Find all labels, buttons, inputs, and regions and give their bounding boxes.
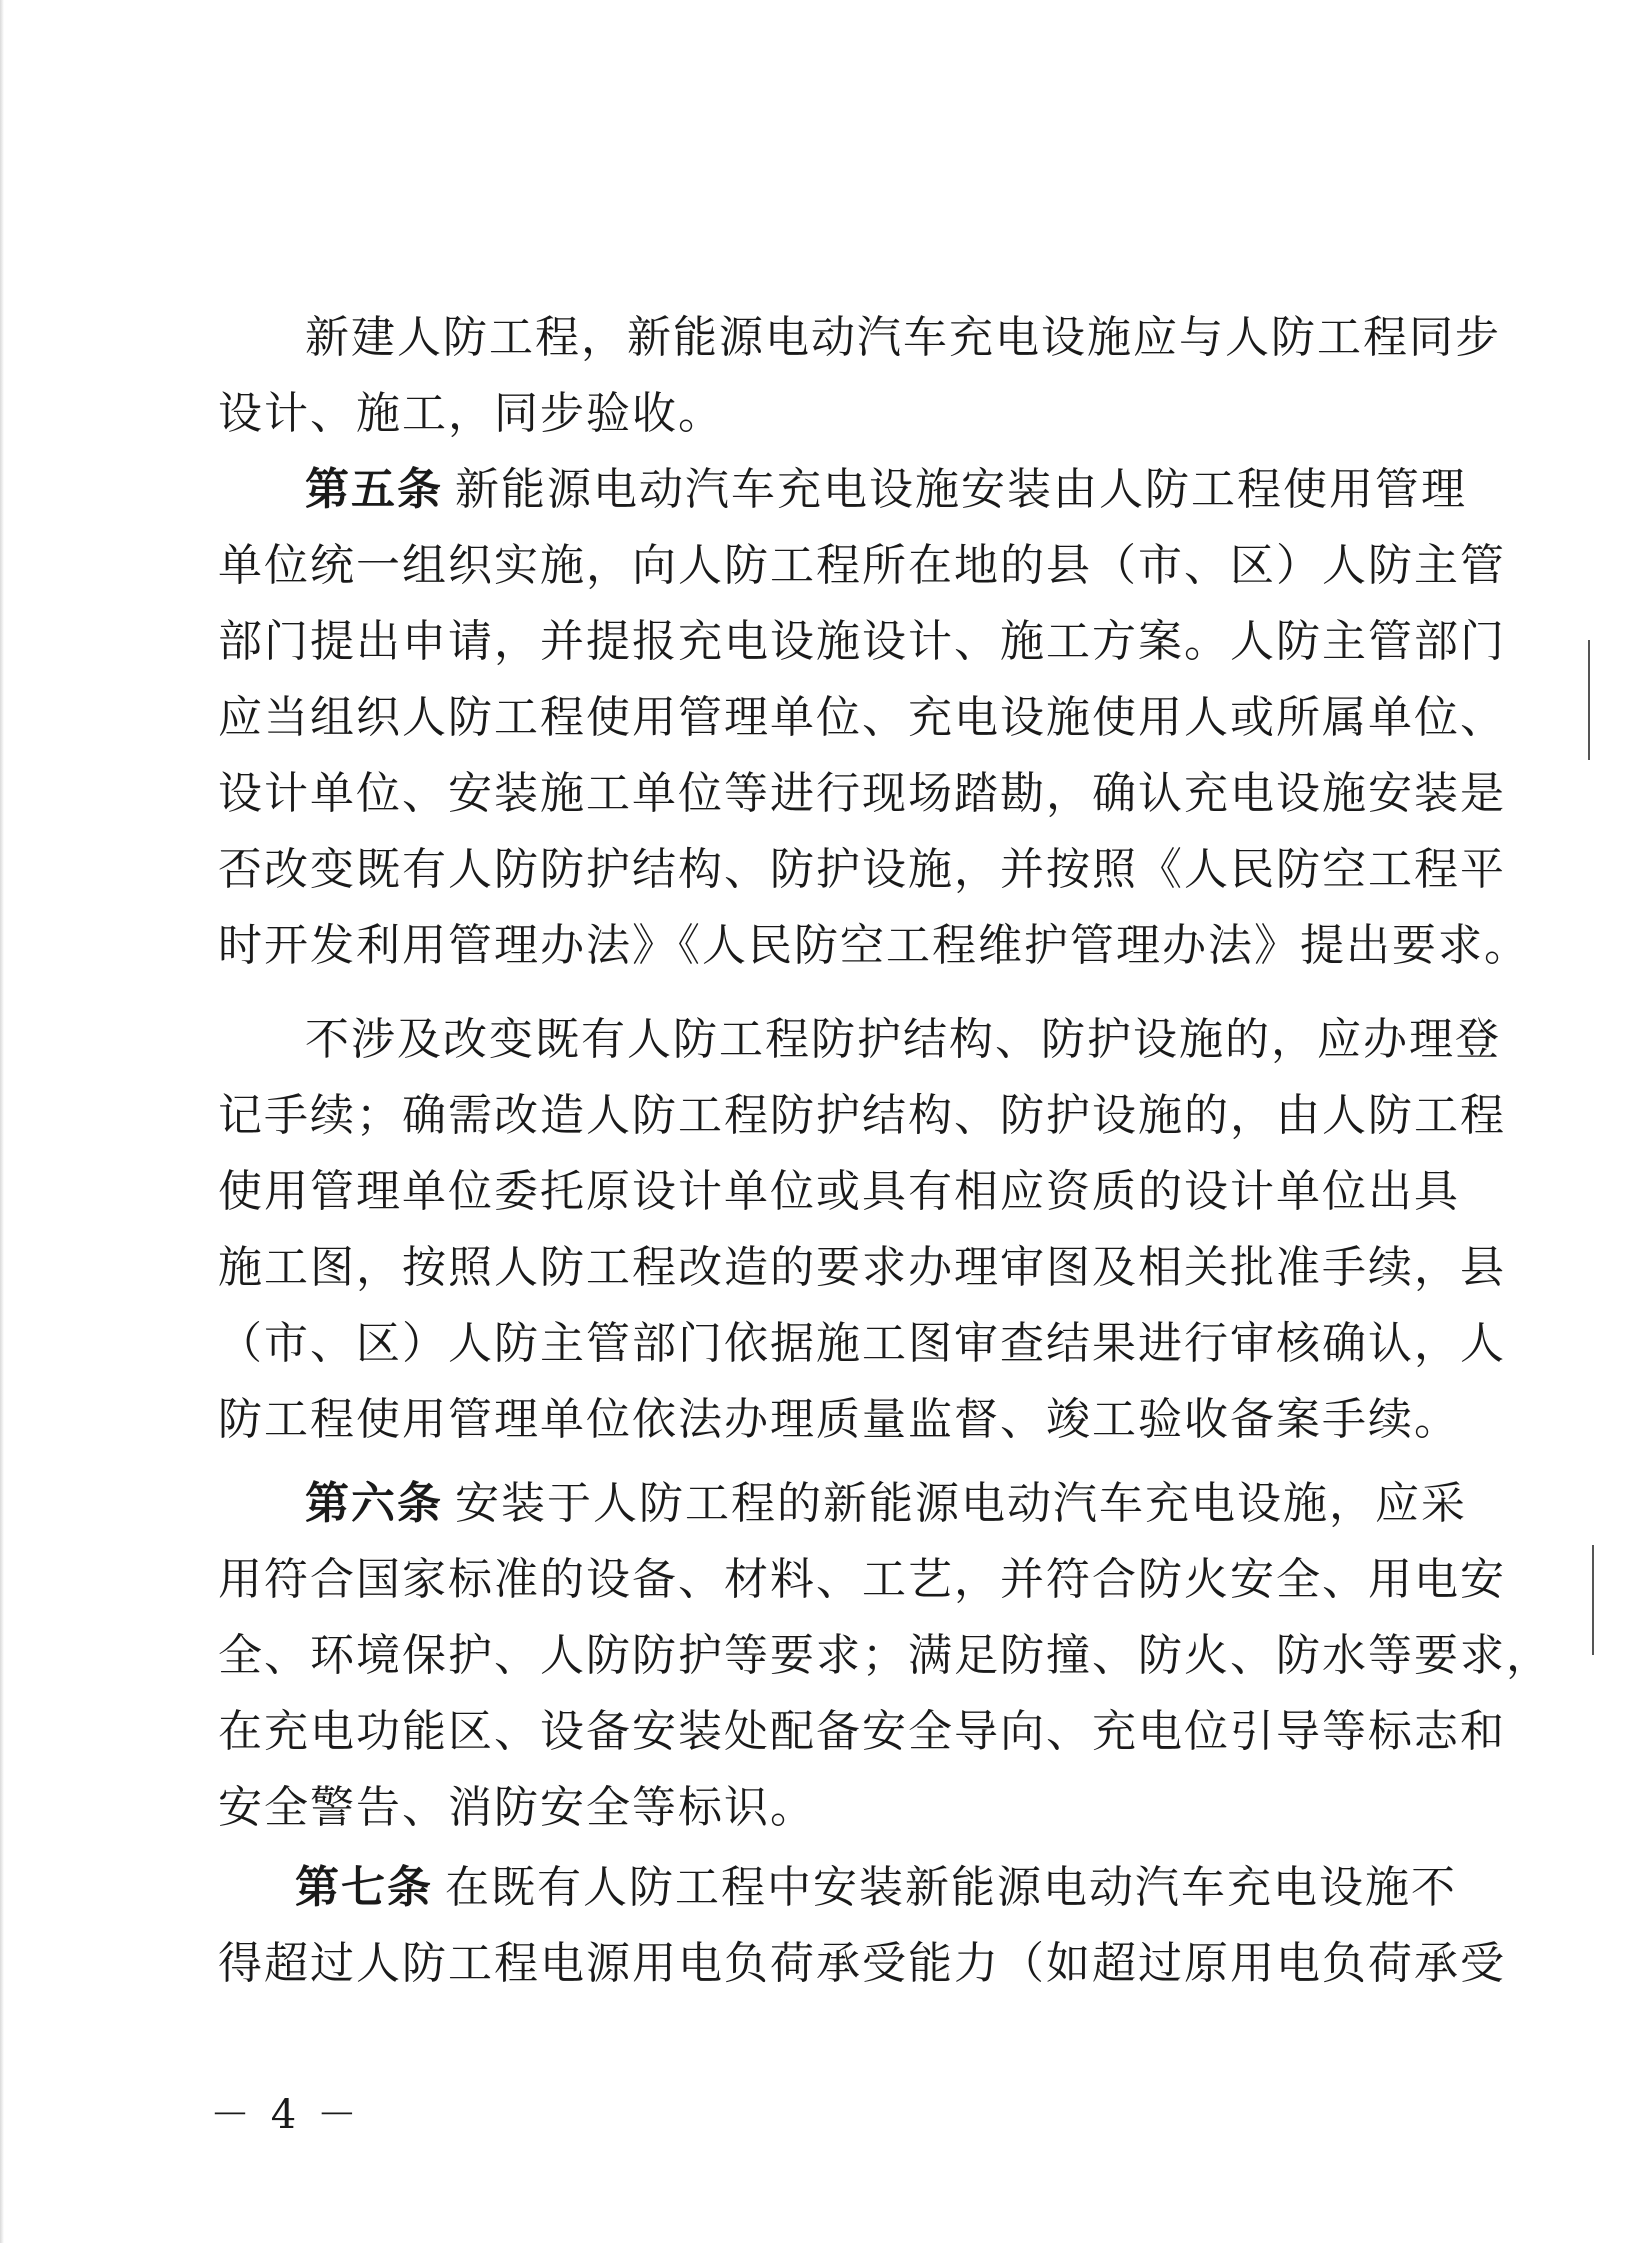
text-line: 在充电功能区、设备安装处配备安全导向、充电位引导等标志和 [218,1706,1506,1757]
text-line: 新能源电动汽车充电设施安装由人防工程使用管理 [455,464,1467,515]
text-line: 应当组织人防工程使用管理单位、充电设施使用人或所属单位、 [218,692,1506,743]
scan-mark [1592,1545,1594,1655]
text-line: 施工图，按照人防工程改造的要求办理审图及相关批准手续，县 [218,1242,1506,1293]
article-heading: 第六条 [305,1478,443,1529]
text-line: 安全警告、消防安全等标识。 [218,1782,816,1833]
scan-edge [0,0,4,2243]
article-heading: 第七条 [295,1862,433,1913]
text-line: 新建人防工程，新能源电动汽车充电设施应与人防工程同步 [305,312,1501,363]
text-line: （市、区）人防主管部门依据施工图审查结果进行审核确认，人 [218,1318,1506,1369]
page-number: － 4 － [210,2092,361,2138]
text-line: 得超过人防工程电源用电负荷承受能力（如超过原用电负荷承受 [218,1938,1506,1989]
text-line: 记手续；确需改造人防工程防护结构、防护设施的，由人防工程 [218,1090,1506,1141]
scan-mark [1588,640,1590,760]
text-line: 部门提出申请，并提报充电设施设计、施工方案。人防主管部门 [218,616,1506,667]
text-line: 设计单位、安装施工单位等进行现场踏勘，确认充电设施安装是 [218,768,1506,819]
text-line: 在既有人防工程中安装新能源电动汽车充电设施不 [445,1862,1457,1913]
text-line: 使用管理单位委托原设计单位或具有相应资质的设计单位出具 [218,1166,1460,1217]
text-line: 设计、施工，同步验收。 [218,388,724,439]
article-heading: 第五条 [305,464,443,515]
text-line: 时开发利用管理办法》《人民防空工程维护管理办法》提出要求。 [218,920,1530,971]
text-line: 防工程使用管理单位依法办理质量监督、竣工验收备案手续。 [218,1394,1460,1445]
text-line: 全、环境保护、人防防护等要求；满足防撞、防火、防水等要求， [218,1630,1552,1681]
text-line: 单位统一组织实施，向人防工程所在地的县（市、区）人防主管 [218,540,1506,591]
text-line: 不涉及改变既有人防工程防护结构、防护设施的，应办理登 [305,1014,1501,1065]
text-line: 否改变既有人防防护结构、防护设施，并按照《人民防空工程平 [218,844,1506,895]
text-line: 用符合国家标准的设备、材料、工艺，并符合防火安全、用电安 [218,1554,1506,1605]
text-line: 安装于人防工程的新能源电动汽车充电设施，应采 [455,1478,1467,1529]
